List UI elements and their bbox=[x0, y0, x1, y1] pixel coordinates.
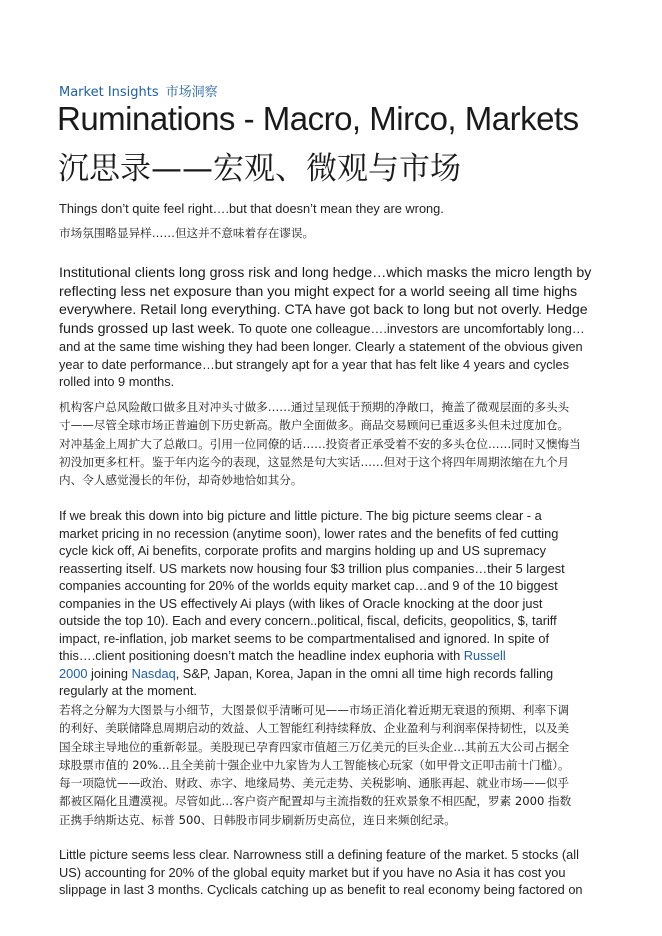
text-line: impact, re-inflation, job market seems to be compartmentalised and ignored. In spite of bbox=[59, 630, 550, 646]
nasdaq-link[interactable]: Nasdaq bbox=[131, 665, 176, 681]
text-segment: To quote one colleague….investors are uncomfortably long… bbox=[234, 320, 585, 336]
section-label bbox=[59, 81, 225, 100]
text-line: 都被区隔化且遭漠视。尽管如此…客户资产配置却与主流指数的狂欢景象不相匹配，罗素 2000 指数 bbox=[59, 794, 572, 809]
text-segment: funds grossed up last week. bbox=[59, 320, 235, 337]
paragraph-1-en bbox=[59, 264, 615, 391]
text-segment: this….client positioning doesn’t match the headline index euphoria with bbox=[59, 648, 464, 663]
text-line: rolled into 9 months. bbox=[59, 374, 175, 389]
text-line bbox=[59, 647, 615, 665]
text-line: Institutional clients long gross risk and long hedge…which masks the micro length by bbox=[59, 265, 592, 281]
page-title-zh: 沉思录——宏观、微观与市场 bbox=[58, 151, 461, 187]
text-line: cycle kick off, Ai benefits, corporate profits and margins holding up and US supremacy bbox=[59, 543, 547, 558]
text-line: 寸——尽管全球市场正普遍创下历史新高。散户全面做多。商品交易顾问已重返多头但未过度加仓。 bbox=[59, 418, 570, 433]
text-line: 球股票市值的 20%…且全美前十强企业中九家皆为人工智能核心玩家（如甲骨文正叩击前十门槛）。 bbox=[59, 757, 570, 772]
text-segment: joining bbox=[87, 665, 132, 681]
text-line: 的利好、美联储降息周期启动的效益、人工智能红利持续释放、企业盈利与利润率保持韧性，以及美 bbox=[59, 721, 570, 736]
text-line: 对冲基金上周扩大了总敞口。引用一位同僚的话……投资者正承受着不安的多头仓位……同时又懊悔当 bbox=[59, 436, 581, 451]
text-line: year to date performance…but strangely apt for a year that has felt like 4 years and cycles bbox=[59, 356, 570, 372]
section-label-zh[interactable]: 市场洞察 bbox=[165, 85, 218, 100]
text-line: everywhere. Retail long everything. CTA have got back to long but not overly. Hedge bbox=[59, 302, 588, 318]
text-line: companies accounting for 20% of the worlds equity market cap…and 9 of the 10 biggest bbox=[59, 578, 558, 593]
text-line: US) accounting for 20% of the global equity market but if you have no Asia it has cost you bbox=[59, 864, 566, 880]
text-line: If we break this down into big picture and little picture. The big picture seems clear - a bbox=[59, 508, 542, 523]
paragraph-1-zh bbox=[59, 398, 615, 489]
paragraph-3-en bbox=[59, 846, 615, 899]
text-line: 机构客户总风险敞口做多且对冲头寸做多……通过呈现低于预期的净敞口，掩盖了微观层面的多头头 bbox=[59, 400, 570, 414]
text-line: and at the same time wishing they had been longer. Clearly a statement of the obvious given bbox=[59, 339, 583, 354]
russell-link[interactable]: Russell bbox=[463, 648, 506, 663]
text-line: 市场氛围略显异样……但这并不意味着存在谬误。 bbox=[59, 226, 315, 240]
text-line bbox=[59, 665, 615, 683]
text-line: regularly at the moment. bbox=[59, 683, 197, 698]
russell-2000-link[interactable]: 2000 bbox=[59, 665, 88, 681]
text-line: companies in the US effectively Ai plays (with likes of Oracle knocking at the door just bbox=[59, 595, 543, 611]
text-segment: , S&P, Japan, Korea, Japan in the omni all time high records falling bbox=[175, 665, 554, 681]
text-line: reflecting less net exposure than you might expect for a world seeing all time highs bbox=[59, 283, 578, 300]
page-title-en: Ruminations - Macro, Mirco, Markets bbox=[57, 100, 579, 137]
text-line: 若将之分解为大图景与小细节，大图景似乎清晰可见——市场正消化着近期无衰退的预期、利率下调 bbox=[59, 703, 570, 717]
text-line: reasserting itself. US markets now housing four $3 trillion plus companies…their 5 largest bbox=[59, 560, 565, 576]
text-line: slippage in last 3 months. Cyclicals catching up as benefit to real economy being factored on bbox=[59, 882, 583, 897]
text-line: 初没加更多杠杆。鉴于年内迄今的表现，这显然是句大实话……但对于这个将四年周期浓缩在九个月 bbox=[59, 454, 570, 469]
text-line: market pricing in no recession (anytime soon), lower rates and the benefits of fed cutting bbox=[59, 525, 559, 541]
text-line: 正携手纳斯达克、标普 500、日韩股市同步刷新历史高位，连日来频创纪录。 bbox=[59, 812, 456, 827]
text-line: outside the top 10). Each and every concern..political, fiscal, deficits, geopolitics, $, tariff bbox=[59, 613, 557, 628]
text-line: Little picture seems less clear. Narrowness still a defining feature of the market. 5 stocks (all bbox=[59, 847, 579, 862]
intro-en bbox=[59, 200, 615, 218]
section-label-en[interactable]: Market Insights bbox=[59, 85, 159, 100]
intro-zh bbox=[59, 224, 615, 242]
text-line-mixed bbox=[59, 320, 615, 339]
paragraph-2-zh bbox=[59, 701, 615, 829]
text-line: 每一项隐忧——政治、财政、赤字、地缘局势、美元走势、关税影响、通胀再起、就业市场——似乎 bbox=[59, 776, 570, 791]
text-line: Things don’t quite feel right….but that doesn’t mean they are wrong. bbox=[59, 201, 444, 216]
text-line: 内、令人感觉漫长的年份，却奇妙地恰如其分。 bbox=[59, 473, 303, 488]
paragraph-2-en bbox=[59, 507, 615, 700]
text-line: 国全球主导地位的重新彰显。美股现已孕育四家市值超三万亿美元的巨头企业…其前五大公司占据全 bbox=[59, 739, 570, 754]
